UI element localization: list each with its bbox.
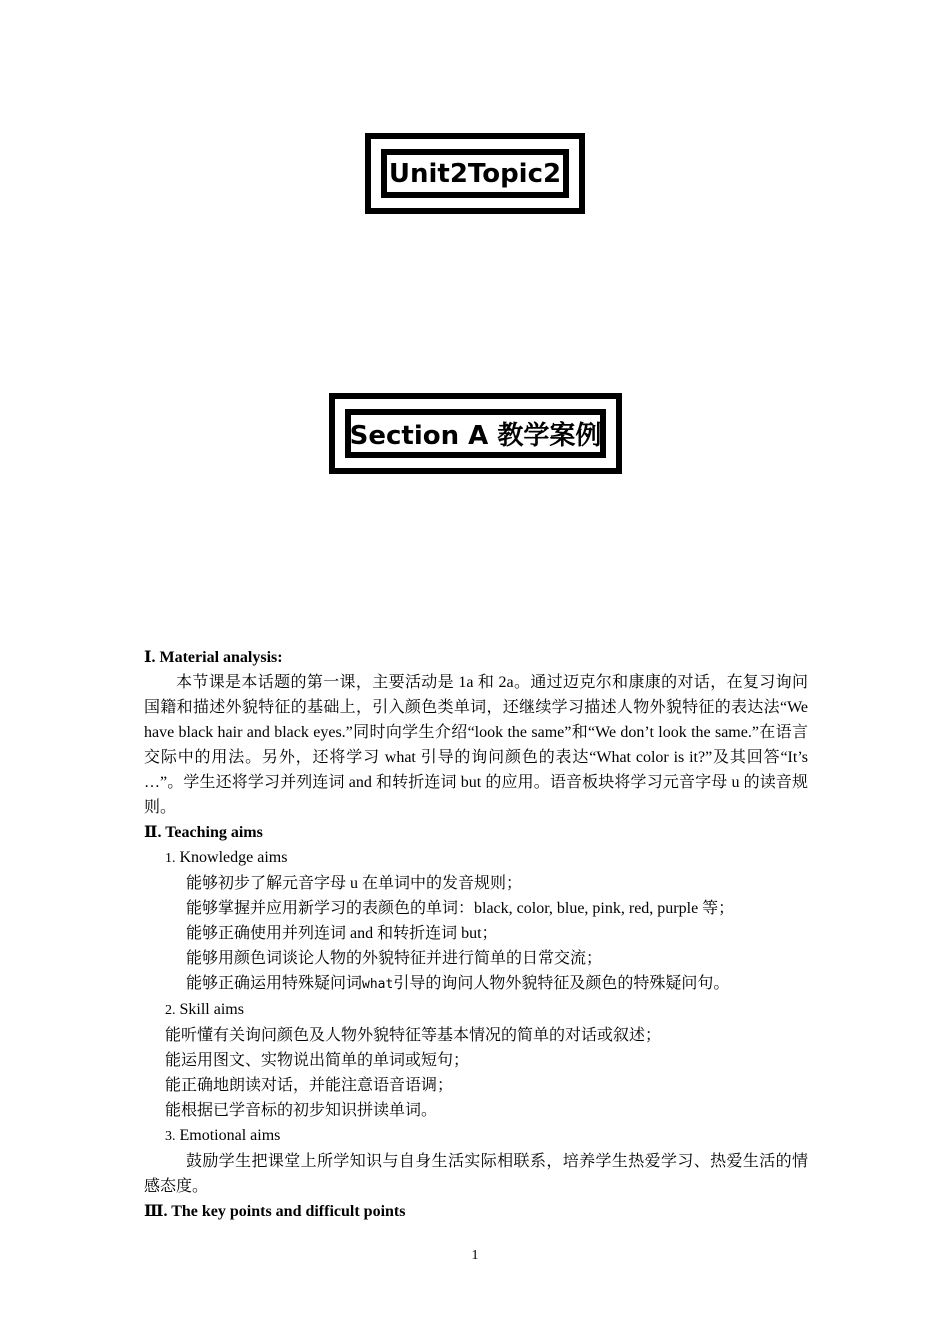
unit-title-inner-frame (381, 149, 569, 198)
skill-aim-item: 能运用图文、实物说出简单的单词或短句； (165, 1052, 470, 1069)
material-analysis-body: 本节课是本话题的第一课，主要活动是 1a 和 2a。通过迈克尔和康康的对话，在复习询问国籍和描述外貌特征的基础上，引入颜色类单词，还继续学习描述人物外貌特征的表达法“We have black hair and black eyes.”同时向学生介绍“look the same”和“We don’t look the same.”在语言交际中的用法。另外，还将学习 what 引导的询问颜色的表达“What color is it?”及其回答“It’s …”。学生还将学习并列连词 and 和转折连词 but 的应用。语音板块将学习元音字母 u 的读音规则。 (144, 674, 808, 816)
knowledge-aim-item: 能够正确使用并列连词 and 和转折连词 but； (186, 925, 498, 942)
knowledge-aim-item: 能够用颜色词谈论人物的外貌特征并进行简单的日常交流； (186, 950, 603, 967)
section-title-box (329, 393, 622, 474)
knowledge-aim-last-pre: 能够正确运用特殊疑问词 (186, 975, 363, 992)
knowledge-aim-last-keyword: what (362, 977, 394, 992)
knowledge-aim-item-last (144, 971, 808, 997)
knowledge-aims-label (144, 845, 808, 871)
unit-title: Unit2Topic2 (388, 158, 562, 189)
knowledge-aims-text: Knowledge aims (179, 849, 288, 866)
emotional-aims-label (144, 1123, 808, 1149)
teaching-aims-heading: Ⅱ. Teaching aims (144, 824, 263, 841)
skill-aims-label (144, 997, 808, 1023)
page-number: 1 (471, 1248, 479, 1263)
knowledge-aims-number: 1. (165, 851, 176, 866)
emotional-aims-number: 3. (165, 1129, 176, 1144)
knowledge-aim-item: 能够掌握并应用新学习的表颜色的单词：black, color, blue, pink, red, purple 等； (186, 900, 735, 917)
unit-title-box (365, 133, 585, 214)
key-points-heading: Ⅲ. The key points and difficult points (144, 1203, 406, 1220)
skill-aim-item: 能正确地朗读对话，并能注意语音语调； (165, 1077, 454, 1094)
emotional-aims-text: Emotional aims (179, 1127, 281, 1144)
section-title: Section A 教学案例 (349, 421, 602, 451)
skill-aims-text: Skill aims (179, 1001, 244, 1018)
material-analysis-heading: Ⅰ. Material analysis: (144, 649, 283, 666)
skill-aim-item: 能根据已学音标的初步知识拼读单词。 (165, 1102, 438, 1119)
knowledge-aim-last-post: 引导的询问人物外貌特征及颜色的特殊疑问句。 (393, 975, 730, 992)
knowledge-aim-item: 能够初步了解元音字母 u 在单词中的发音规则； (186, 875, 523, 892)
document-body (144, 645, 808, 1224)
section-title-inner-frame (345, 409, 606, 458)
skill-aims-number: 2. (165, 1003, 176, 1018)
emotional-aims-body: 鼓励学生把课堂上所学知识与自身生活实际相联系，培养学生热爱学习、热爱生活的情感态度。 (144, 1153, 808, 1195)
skill-aim-item: 能听懂有关询问颜色及人物外貌特征等基本情况的简单的对话或叙述； (165, 1027, 662, 1044)
